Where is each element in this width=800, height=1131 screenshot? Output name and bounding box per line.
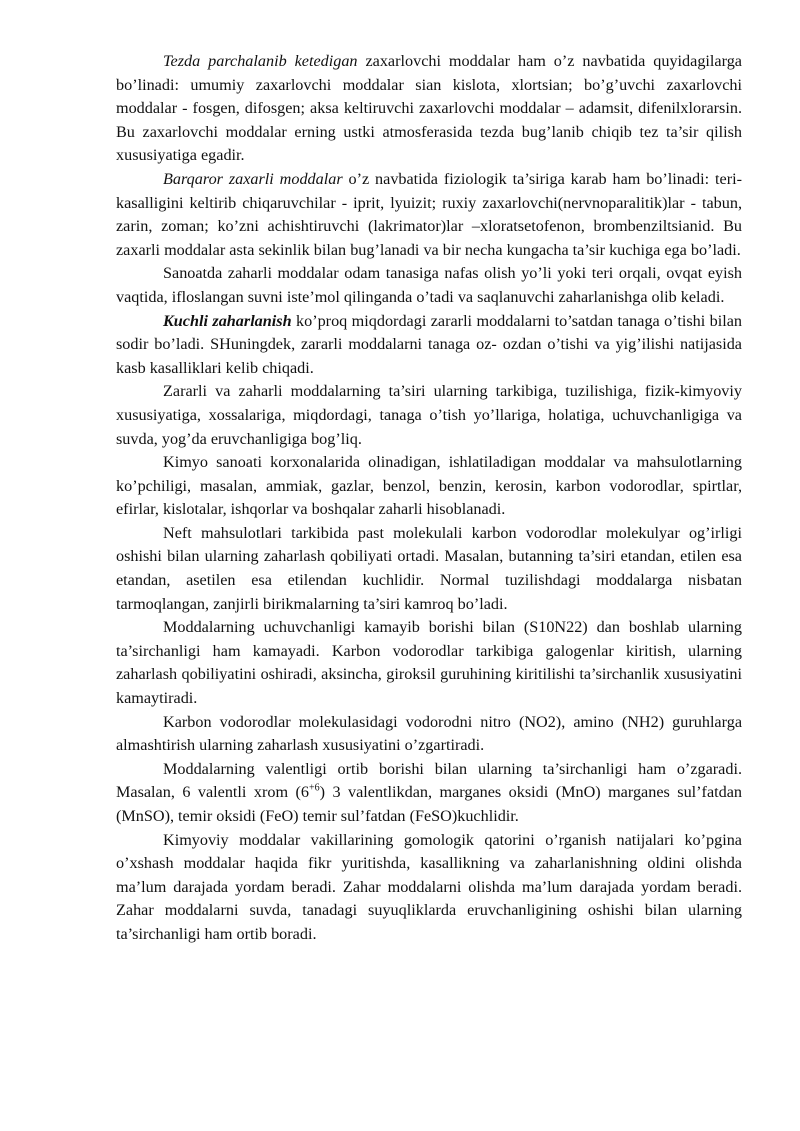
paragraph-acute-poisoning: [116, 310, 742, 381]
paragraph-toxicity-factors: [116, 380, 742, 451]
term-acute-poisoning: Kuchli zaharlanish: [163, 311, 292, 330]
paragraph-substitution: [116, 711, 742, 758]
paragraph-text: Karbon vodorodlar molekulasidagi vodorodni nitro (NO2), amino (NH2) guruhlarga almashtirish ularning zaharlash xususiyatini o’zgartiradi.: [116, 712, 742, 755]
document-page: [116, 50, 742, 947]
paragraph-volatility: [116, 616, 742, 710]
paragraph-chemical-industry: [116, 451, 742, 522]
paragraph-text: Moddalarning uchuvchanligi kamayib borishi bilan (S10N22) dan boshlab ularning ta’sirchanligi ham kamayadi. Karbon vodorodlar tarkibiga galogenlar kiritish, ularning zaharlash qobiliyatini oshiradi, aksincha, giroksil guruhining kiritilishi ta’sirchanlik xususiyatini kamaytiradi.: [116, 618, 742, 708]
superscript: +6: [308, 783, 320, 795]
paragraph-text: zaxarlovchi moddalar ham o’z navbatida quyidagilarga bo’linadi: umumiy zaxarlovchi moddalar sian kislota, xlortsian; bo’g’uvchi zaxarlovchi moddalar - fosgen, difosgen; aksa keltiruvchi zaxarlovchi moddalar – adamsit, difenilxlorarsin. Bu zaxarlovchi moddalar erning ustki atmosferasida tezda bug’lanib chiqib tez ta’sir qilish xususiyatiga egadir.: [116, 52, 742, 165]
paragraph-text: ko’proq miqdordagi zararli moddalarni to’satdan tanaga o’tishi bilan sodir bo’ladi. SHuningdek, zararli moddalarni tanaga oz- ozdan o’tishi va yig’ilishi natijasida kasb kasalliklari kelib chiqadi.: [116, 311, 742, 377]
paragraph-industrial-exposure: [116, 262, 742, 309]
paragraph-text: Moddalarning valentligi ortib borishi bilan ularning ta’sirchanligi ham o’zgaradi. Masalan, 6 valentli xrom (6: [116, 759, 742, 802]
paragraph-text: Kimyoviy moddalar vakillarining gomologik qatorini o’rganish natijalari ko’pgina o’xshash moddalar haqida fikr yuritishda, kasallikning va zaharlanishning oldini olishda ma’lum darajada yordam beradi. Zahar moddalarni olishda ma’lum darajada yordam beradi. Zahar moddalarni suvda, tanadagi suyuqliklarda eruvchanligining oshishi bilan ularning ta’sirchanligi ham ortib boradi.: [116, 830, 742, 943]
paragraph-petroleum-products: [116, 522, 742, 616]
paragraph-text: Sanoatda zaharli moddalar odam tanasiga nafas olish yo’li yoki teri orqali, ovqat eyish vaqtida, ifloslangan suvni iste’mol qilinganda o’tadi va saqlanuvchi zaharlanishga olib keladi.: [116, 264, 742, 306]
paragraph-persistent-agents: [116, 168, 742, 262]
paragraph-text: ) 3 valentlikdan, marganes oksidi (MnO) marganes sul’fatdan (MnSO), temir oksidi (FeO) temir sul’fatdan (FeSO)kuchlidir.: [116, 783, 742, 825]
paragraph-valence: [116, 758, 742, 829]
paragraph-text: o’z navbatida fiziologik ta’siriga karab ham bo’linadi: teri-kasalligini keltirib chiqaruvchilar - iprit, lyuizit; ruxiy zaxarlovchi(nervnoparalitik)lar - tabun, zarin, zoman; ko’zni achishtiruvchi (lakrimator)lar –xloratsetofenon, brombenziltsianid. Bu zaxarli moddalar asta sekinlik bilan bug’lanadi va bir necha kungacha ta’sir kuchiga ega bo’ladi.: [116, 169, 742, 259]
paragraph-homologous-series: [116, 829, 742, 947]
paragraph-fast-decomposing-agents: [116, 50, 742, 168]
paragraph-text: Neft mahsulotlari tarkibida past molekulali karbon vodorodlar molekulyar og’irligi oshishi bilan ularning zaharlash qobiliyati ortadi. Masalan, butanning ta’siri etandan, etilen esa etandan, asetilen esa etilendan kuchlidir. Normal tuzilishdagi moddalarga nisbatan tarmoqlangan, zanjirli birikmalarning ta’siri kamroq bo’ladi.: [116, 523, 742, 613]
term-persistent-agents: Barqaror zaxarli moddalar: [163, 169, 343, 188]
paragraph-text: Zararli va zaharli moddalarning ta’siri ularning tarkibiga, tuzilishiga, fizik-kimyoviy xususiyatiga, xossalariga, miqdordagi, tanaga o’tish yo’llariga, holatiga, uchuvchanligiga va suvda, yog’da eruvchanligiga bog’liq.: [116, 382, 742, 448]
term-fast-decomposing: Tezda parchalanib ketedigan: [163, 52, 358, 70]
paragraph-text: Kimyo sanoati korxonalarida olinadigan, ishlatiladigan moddalar va mahsulotlarning ko’pchiligi, masalan, ammiak, gazlar, benzol, benzin, kerosin, karbon vodorodlar, spirtlar, efirlar, kislotalar, ishqorlar va boshqalar zaharli hisoblanadi.: [116, 453, 742, 519]
